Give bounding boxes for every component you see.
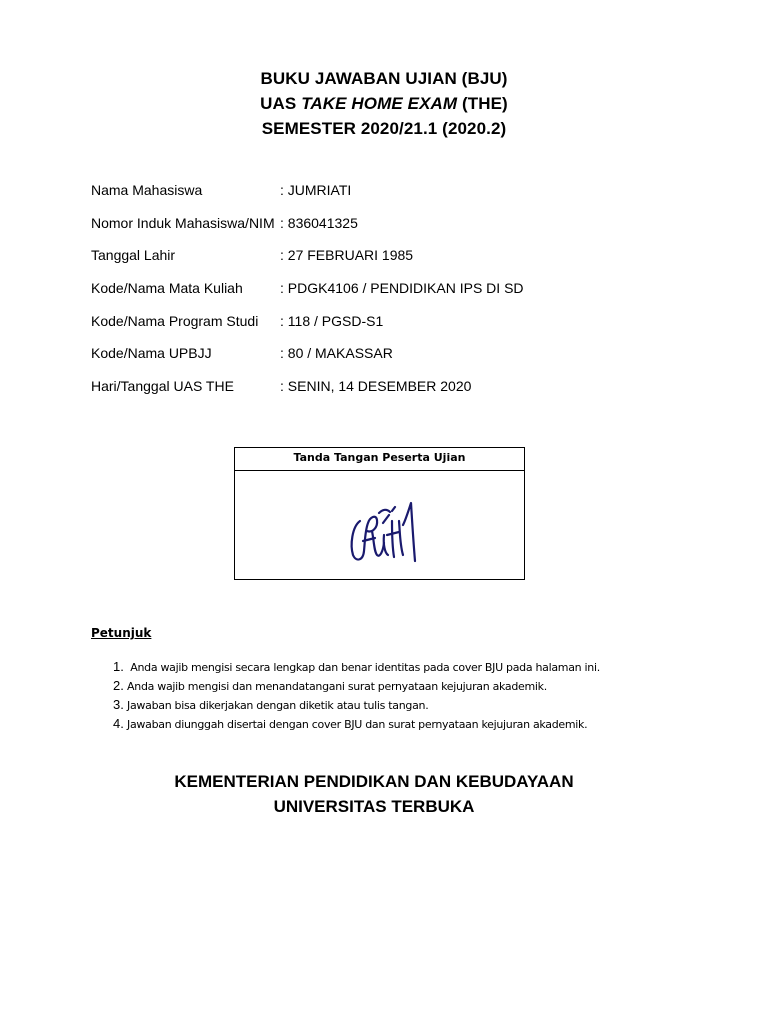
signature-area xyxy=(235,471,524,579)
list-item-number: 4. xyxy=(113,716,124,731)
signature-header: Tanda Tangan Peserta Ujian xyxy=(235,448,524,471)
list-item xyxy=(113,658,600,677)
identity-value: : 27 FEBRUARI 1985 xyxy=(280,247,414,264)
identity-label: Tanggal Lahir xyxy=(91,247,176,264)
identity-label: Kode/Nama UPBJJ xyxy=(91,345,212,362)
title-line-2 xyxy=(0,91,768,116)
title-line-2-prefix: UAS xyxy=(260,94,302,113)
identity-value: : PDGK4106 / PENDIDIKAN IPS DI SD xyxy=(280,280,524,297)
list-item xyxy=(113,696,600,715)
title-line-1: BUKU JAWABAN UJIAN (BJU) xyxy=(260,69,508,88)
list-item-number: 1. xyxy=(113,659,124,674)
identity-label: Kode/Nama Mata Kuliah xyxy=(91,280,243,297)
list-item-text: Jawaban diunggah disertai dengan cover BJU dan surat pernyataan kejujuran akademik. xyxy=(127,718,588,731)
ministry-name: KEMENTERIAN PENDIDIKAN DAN KEBUDAYAAN xyxy=(174,772,574,791)
title-line-3: SEMESTER 2020/21.1 (2020.2) xyxy=(261,119,507,138)
institution-footer xyxy=(0,769,748,819)
list-item-number: 2. xyxy=(113,678,124,693)
document-title xyxy=(0,66,768,141)
title-line-2-italic: TAKE HOME EXAM xyxy=(301,94,458,113)
identity-value: : 80 / MAKASSAR xyxy=(280,345,393,362)
identity-value: : 836041325 xyxy=(280,214,358,231)
signature-box xyxy=(234,447,525,580)
list-item-number: 3. xyxy=(113,697,124,712)
identity-value: : JUMRIATI xyxy=(280,182,352,198)
list-item xyxy=(113,715,600,734)
identity-label: Hari/Tanggal UAS THE xyxy=(91,378,234,395)
list-item xyxy=(113,677,600,696)
list-item-text: Anda wajib mengisi secara lengkap dan benar identitas pada cover BJU pada halaman ini. xyxy=(130,661,600,674)
list-item-text: Anda wajib mengisi dan menandatangani surat pernyataan kejujuran akademik. xyxy=(127,680,547,693)
instructions-title: Petunjuk xyxy=(91,626,152,640)
identity-label: Kode/Nama Program Studi xyxy=(91,312,259,329)
university-name: UNIVERSITAS TERBUKA xyxy=(273,797,475,816)
signature-image xyxy=(343,483,423,565)
identity-label: Nama Mahasiswa xyxy=(91,182,203,198)
instructions-list xyxy=(113,658,600,734)
title-line-2-suffix: (THE) xyxy=(457,94,508,113)
identity-value: : 118 / PGSD-S1 xyxy=(280,312,384,329)
identity-value: : SENIN, 14 DESEMBER 2020 xyxy=(280,378,472,395)
identity-label: Nomor Induk Mahasiswa/NIM xyxy=(91,214,275,231)
list-item-text: Jawaban bisa dikerjakan dengan diketik atau tulis tangan. xyxy=(127,699,429,712)
